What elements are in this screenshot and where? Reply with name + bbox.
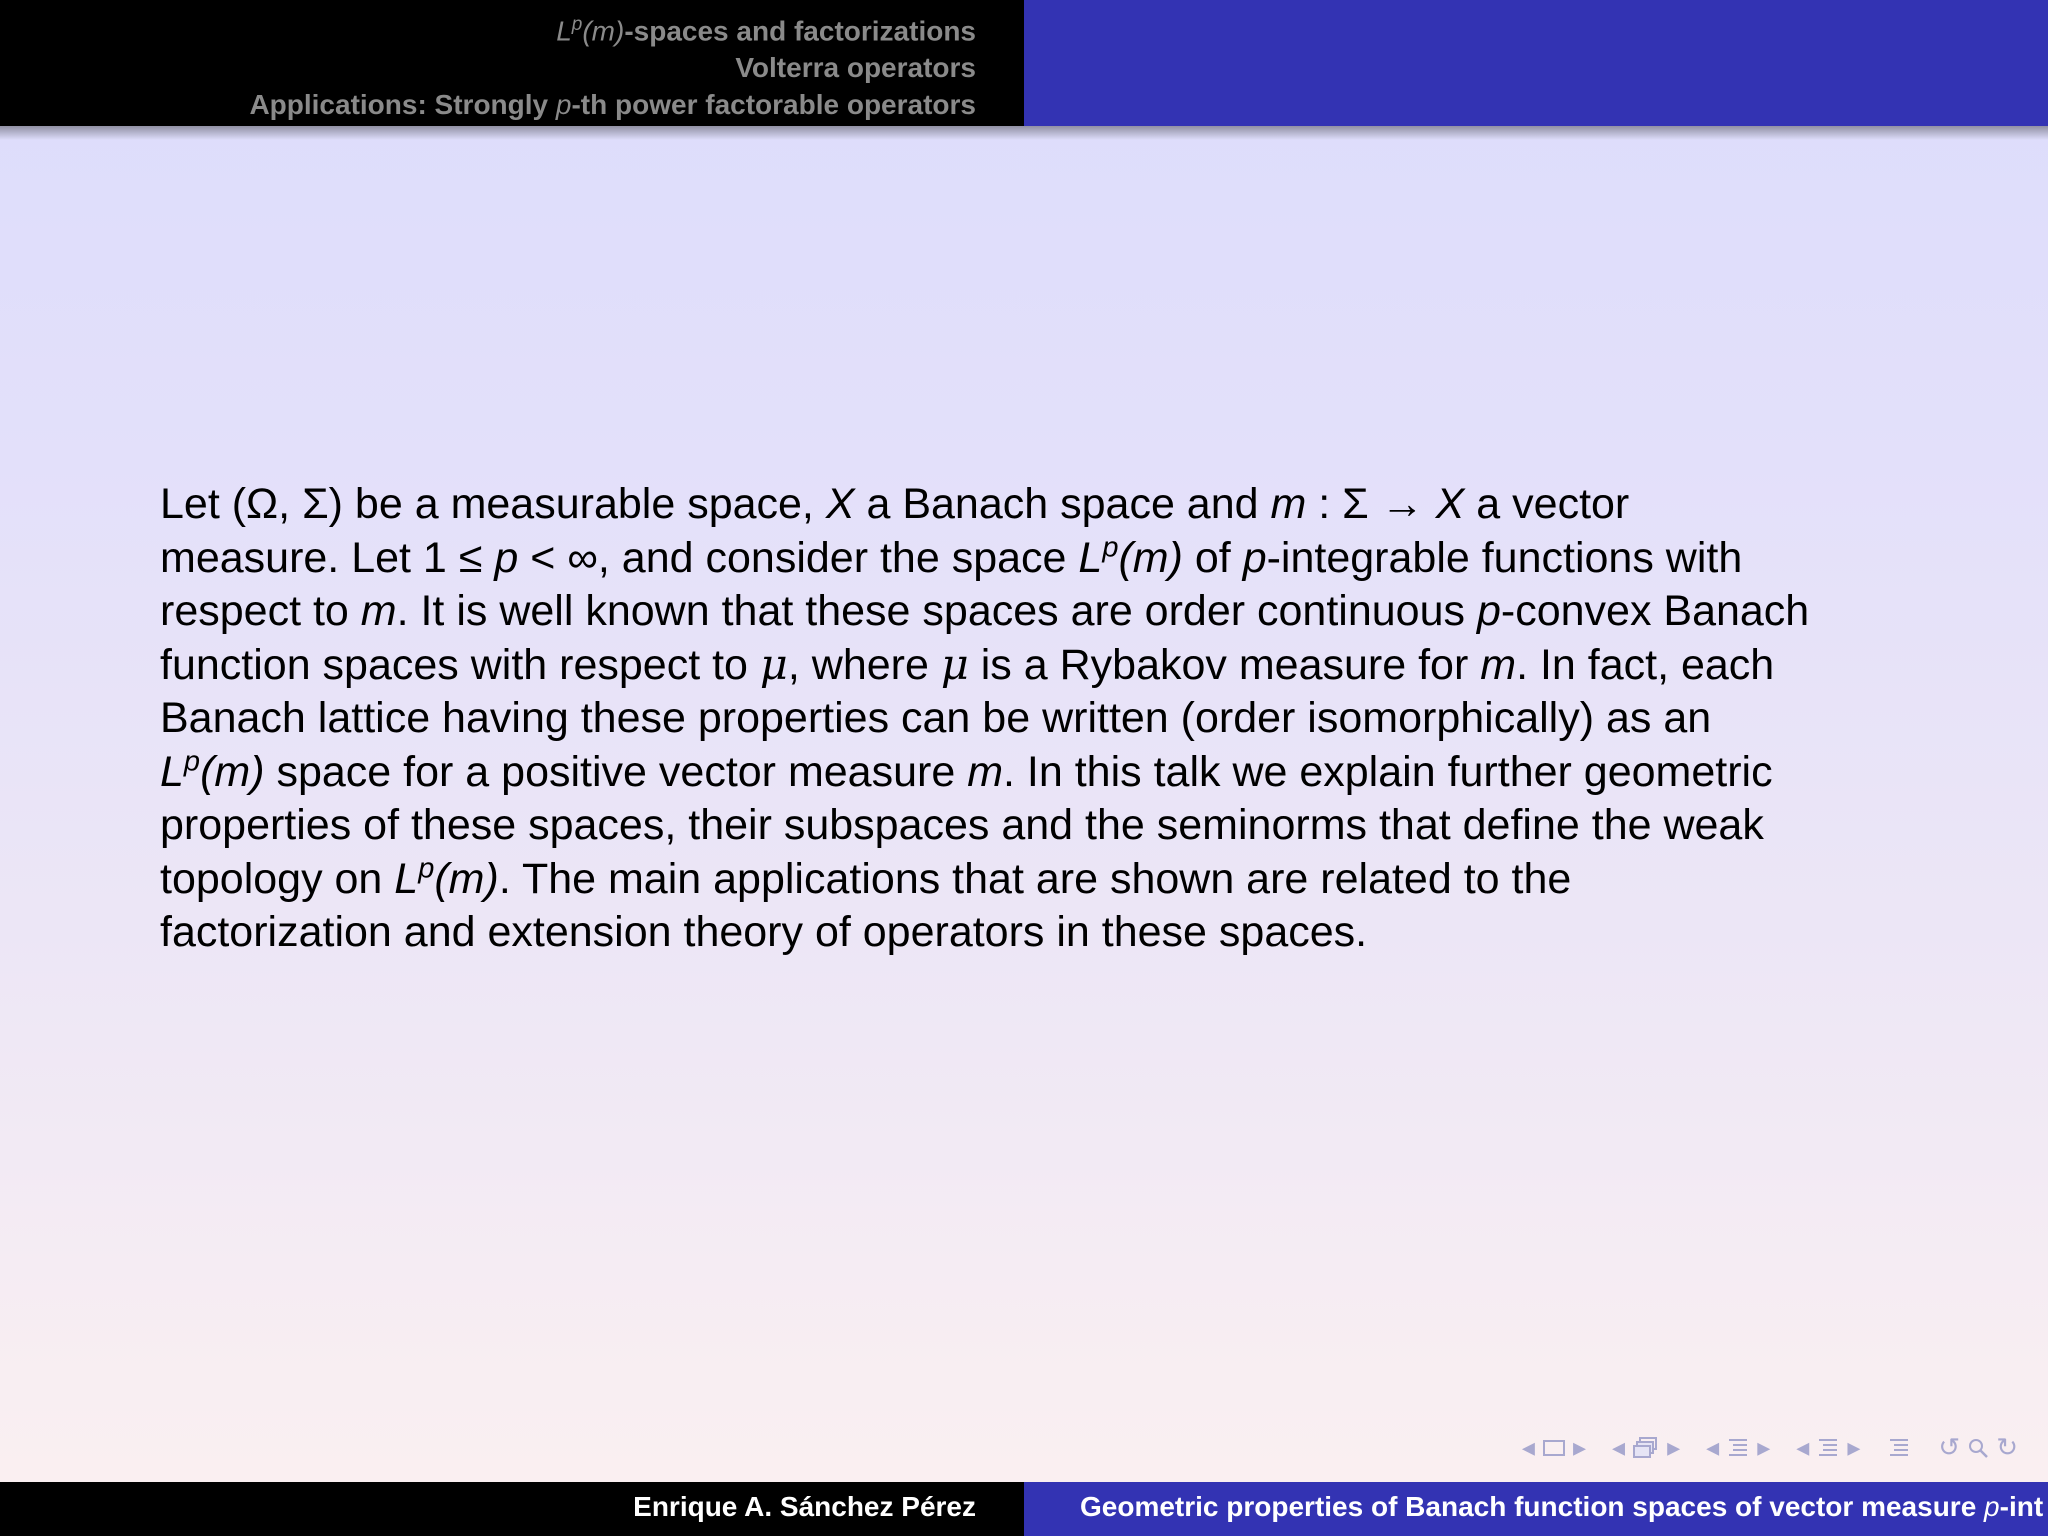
abstract-line bbox=[160, 532, 1900, 586]
math-p: p bbox=[1242, 533, 1267, 582]
section-label: Applications: Strongly bbox=[249, 89, 556, 121]
text-run: measure. Let 1 ≤ bbox=[160, 533, 495, 582]
math-m: (m) bbox=[1118, 533, 1183, 582]
text-run: Banach lattice having these properties can be written (order isomorphically) as an bbox=[160, 694, 1712, 742]
text-run: : Σ → bbox=[1306, 480, 1436, 528]
math-mu: μ bbox=[759, 639, 788, 690]
nav-left-arrow-icon[interactable]: ◂ bbox=[1521, 1432, 1535, 1462]
math-sup: p bbox=[183, 745, 201, 778]
nav-right-arrow-icon[interactable]: ▸ bbox=[1667, 1432, 1681, 1462]
nav-left-arrow-icon[interactable]: ◂ bbox=[1796, 1432, 1810, 1462]
text-run: -integrable functions with bbox=[1266, 533, 1743, 582]
math-l: L bbox=[160, 747, 184, 796]
text-run: < ∞, and consider the space bbox=[518, 533, 1079, 582]
text-run: properties of these spaces, their subspaces and the seminorms that define the weak bbox=[160, 801, 1764, 849]
text-run: of bbox=[1182, 533, 1243, 582]
abstract-line bbox=[160, 746, 1900, 800]
nav-document-icon[interactable] bbox=[1815, 1436, 1841, 1460]
section-label: -th power factorable operators bbox=[571, 89, 976, 121]
section-list bbox=[249, 6, 976, 123]
subsection-nav bbox=[1612, 1432, 1680, 1463]
header-blue-panel bbox=[1024, 0, 2048, 126]
section-label: -spaces and factorizations bbox=[624, 15, 976, 47]
text-run: -convex Banach bbox=[1500, 587, 1810, 635]
abstract-line bbox=[160, 853, 1900, 907]
abstract-line bbox=[160, 639, 1900, 693]
math-m: m bbox=[967, 747, 1004, 796]
title-text: -int bbox=[1999, 1491, 2044, 1522]
math-sup: p bbox=[1102, 531, 1119, 564]
math-m: m bbox=[360, 587, 397, 635]
math-m: (m) bbox=[200, 747, 265, 796]
footer-title-panel bbox=[1024, 1482, 2048, 1536]
header-shadow bbox=[0, 126, 2048, 140]
text-run: . In this talk we explain further geometric bbox=[1003, 747, 1773, 796]
math-mu: μ bbox=[940, 639, 969, 690]
nav-subsection-icon[interactable] bbox=[1631, 1436, 1661, 1460]
title-text: Geometric properties of Banach function spaces of vector measure bbox=[1080, 1491, 1985, 1522]
frame-nav bbox=[1522, 1432, 1586, 1463]
nav-left-arrow-icon[interactable]: ◂ bbox=[1706, 1432, 1720, 1462]
beamer-navigation bbox=[1522, 1432, 2018, 1463]
abstract-line bbox=[160, 585, 1900, 639]
section-math-p: p bbox=[555, 89, 572, 121]
toc-nav bbox=[1886, 1436, 1912, 1460]
math-sup: p bbox=[418, 852, 435, 885]
math-p: p bbox=[1984, 1491, 2000, 1522]
section-nav bbox=[1706, 1432, 1770, 1463]
text-run: respect to bbox=[160, 587, 361, 635]
text-run: function spaces with respect to bbox=[160, 640, 760, 689]
nav-back-icon[interactable]: ↺ bbox=[1938, 1432, 1961, 1462]
text-run: . It is well known that these spaces are order continuous bbox=[396, 587, 1477, 635]
text-run: . The main applications that are shown are related to the bbox=[498, 854, 1572, 903]
text-run: is a Rybakov measure for bbox=[968, 640, 1481, 689]
abstract-line bbox=[160, 692, 1900, 746]
nav-frame-icon[interactable] bbox=[1541, 1438, 1567, 1458]
abstract-text bbox=[160, 478, 1900, 960]
nav-right-arrow-icon[interactable]: ▸ bbox=[1572, 1432, 1587, 1462]
text-run: Let (Ω, Σ) be a measurable space, bbox=[160, 480, 826, 528]
math-x: X bbox=[1435, 480, 1465, 528]
text-run: factorization and extension theory of operators in these spaces. bbox=[160, 908, 1368, 956]
section-link-volterra[interactable] bbox=[249, 49, 976, 86]
nav-toc-icon[interactable] bbox=[1886, 1436, 1912, 1460]
footer-bar bbox=[0, 1482, 2048, 1536]
history-nav bbox=[1938, 1432, 2018, 1463]
math-m: m bbox=[1270, 480, 1307, 528]
nav-forward-icon[interactable]: ↻ bbox=[1996, 1432, 2018, 1462]
math-m: m bbox=[1480, 640, 1517, 689]
section-link-lp-spaces[interactable] bbox=[249, 6, 976, 49]
header-bar bbox=[0, 0, 2048, 126]
math-l: L bbox=[394, 854, 419, 903]
abstract-line bbox=[160, 799, 1900, 853]
footer-author-panel bbox=[0, 1482, 1024, 1536]
section-math-l: L bbox=[556, 15, 572, 47]
text-run: a vector bbox=[1464, 480, 1630, 528]
text-run: . In fact, each bbox=[1516, 640, 1775, 689]
math-m: (m) bbox=[434, 854, 499, 903]
math-p: p bbox=[494, 533, 519, 582]
math-l: L bbox=[1078, 533, 1103, 582]
abstract-line bbox=[160, 478, 1900, 532]
text-run: space for a positive vector measure bbox=[264, 747, 968, 796]
section-link-applications[interactable] bbox=[249, 86, 976, 123]
document-nav bbox=[1796, 1432, 1860, 1463]
text-run: topology on bbox=[160, 854, 395, 903]
presentation-title bbox=[1080, 1491, 2043, 1523]
nav-right-arrow-icon[interactable]: ▸ bbox=[1757, 1432, 1771, 1462]
text-run: , where bbox=[787, 640, 941, 689]
nav-left-arrow-icon[interactable]: ◂ bbox=[1612, 1432, 1626, 1462]
author-name: Enrique A. Sánchez Pérez bbox=[633, 1491, 976, 1522]
abstract-line bbox=[160, 906, 1900, 960]
nav-section-icon[interactable] bbox=[1725, 1436, 1751, 1460]
header-sections-panel bbox=[0, 0, 1024, 126]
section-label: Volterra operators bbox=[735, 52, 976, 84]
math-p: p bbox=[1476, 587, 1501, 635]
math-x: X bbox=[825, 480, 855, 528]
section-math-m: (m) bbox=[582, 15, 625, 47]
nav-search-icon[interactable] bbox=[1966, 1436, 1990, 1460]
nav-right-arrow-icon[interactable]: ▸ bbox=[1847, 1432, 1861, 1462]
text-run: a Banach space and bbox=[854, 480, 1271, 528]
section-math-sup: p bbox=[571, 14, 583, 35]
